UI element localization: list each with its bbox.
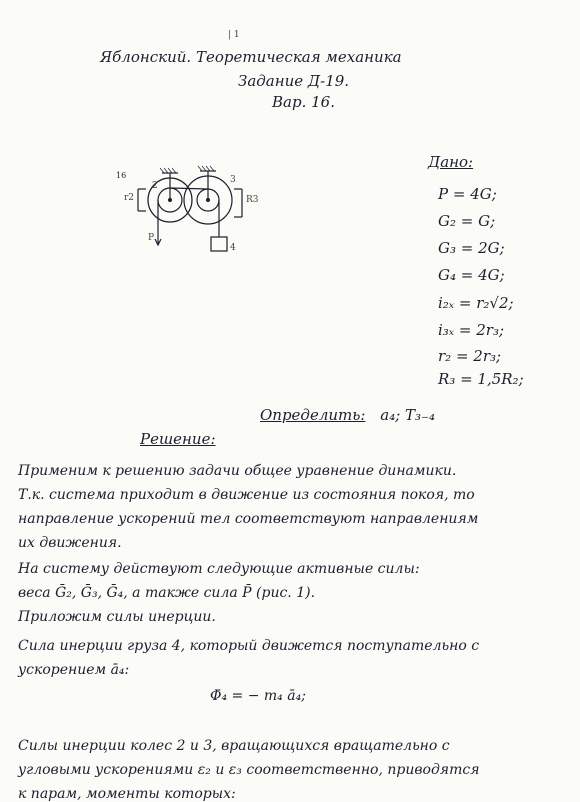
solution-line: Применим к решению задачи общее уравнение динамики. — [18, 463, 457, 479]
mechanism-figure — [110, 165, 270, 270]
label-body-3: 3 — [230, 175, 236, 185]
given-title: Дано: — [428, 153, 474, 171]
given-line: P = 4G; — [438, 185, 497, 203]
solution-line: направление ускорений тел соответствуют направлениям — [18, 511, 479, 527]
determine-label: Определить: — [260, 406, 366, 424]
solution-line: На систему действуют следующие активные силы: — [18, 561, 420, 577]
given-line: R₃ = 1,5R₂; — [438, 370, 524, 388]
solution-line: Приложим силы инерции. — [18, 609, 216, 625]
given-line: G₂ = G; — [438, 212, 496, 230]
label-body-2: 2 — [152, 181, 158, 191]
solution-line: Сила инерции груза 4, который движется поступательно с — [18, 638, 480, 654]
determine-value: a₄; T₃₋₄ — [380, 406, 435, 424]
solution-line: веса Ḡ₂, Ḡ₃, Ḡ₄, а также сила P̄ (рис. 1). — [18, 585, 316, 601]
label-r2: r2 — [124, 193, 135, 203]
solution-line: Силы инерции колес 2 и 3, вращающихся вращательно с — [18, 738, 450, 754]
header-author-title: Яблонский. Теоретическая механика — [100, 48, 402, 66]
given-line: i₂ₓ = r₂√2; — [438, 294, 514, 312]
solution-line: ускорением ā₄: — [18, 662, 130, 678]
label-body-4: 4 — [230, 243, 236, 253]
figure-number: 16 — [116, 171, 127, 180]
header-task: Задание Д-19. — [238, 72, 350, 90]
solution-line: к парам, моменты которых: — [18, 786, 236, 802]
load-4-block — [211, 237, 227, 251]
header-variant: Вар. 16. — [272, 93, 335, 111]
mechanism-diagram — [110, 165, 270, 270]
page-mark: | 1 — [228, 30, 240, 40]
given-line: r₂ = 2r₃; — [438, 347, 502, 365]
label-R3: R3 — [246, 195, 259, 205]
equation-phi4: Φ̄₄ = − m₄ ā₄; — [210, 688, 306, 704]
given-line: G₃ = 2G; — [438, 239, 505, 257]
solution-line: их движения. — [18, 535, 122, 551]
given-line: G₄ = 4G; — [438, 266, 505, 284]
given-line: i₃ₓ = 2r₃; — [438, 321, 505, 339]
solution-title: Решение: — [140, 430, 216, 448]
solution-line: угловыми ускорениями ε₂ и ε₃ соответственно, приводятся — [18, 762, 480, 778]
solution-line: Т.к. система приходит в движение из состояния покоя, то — [18, 487, 475, 503]
label-force-p: P — [148, 233, 155, 243]
